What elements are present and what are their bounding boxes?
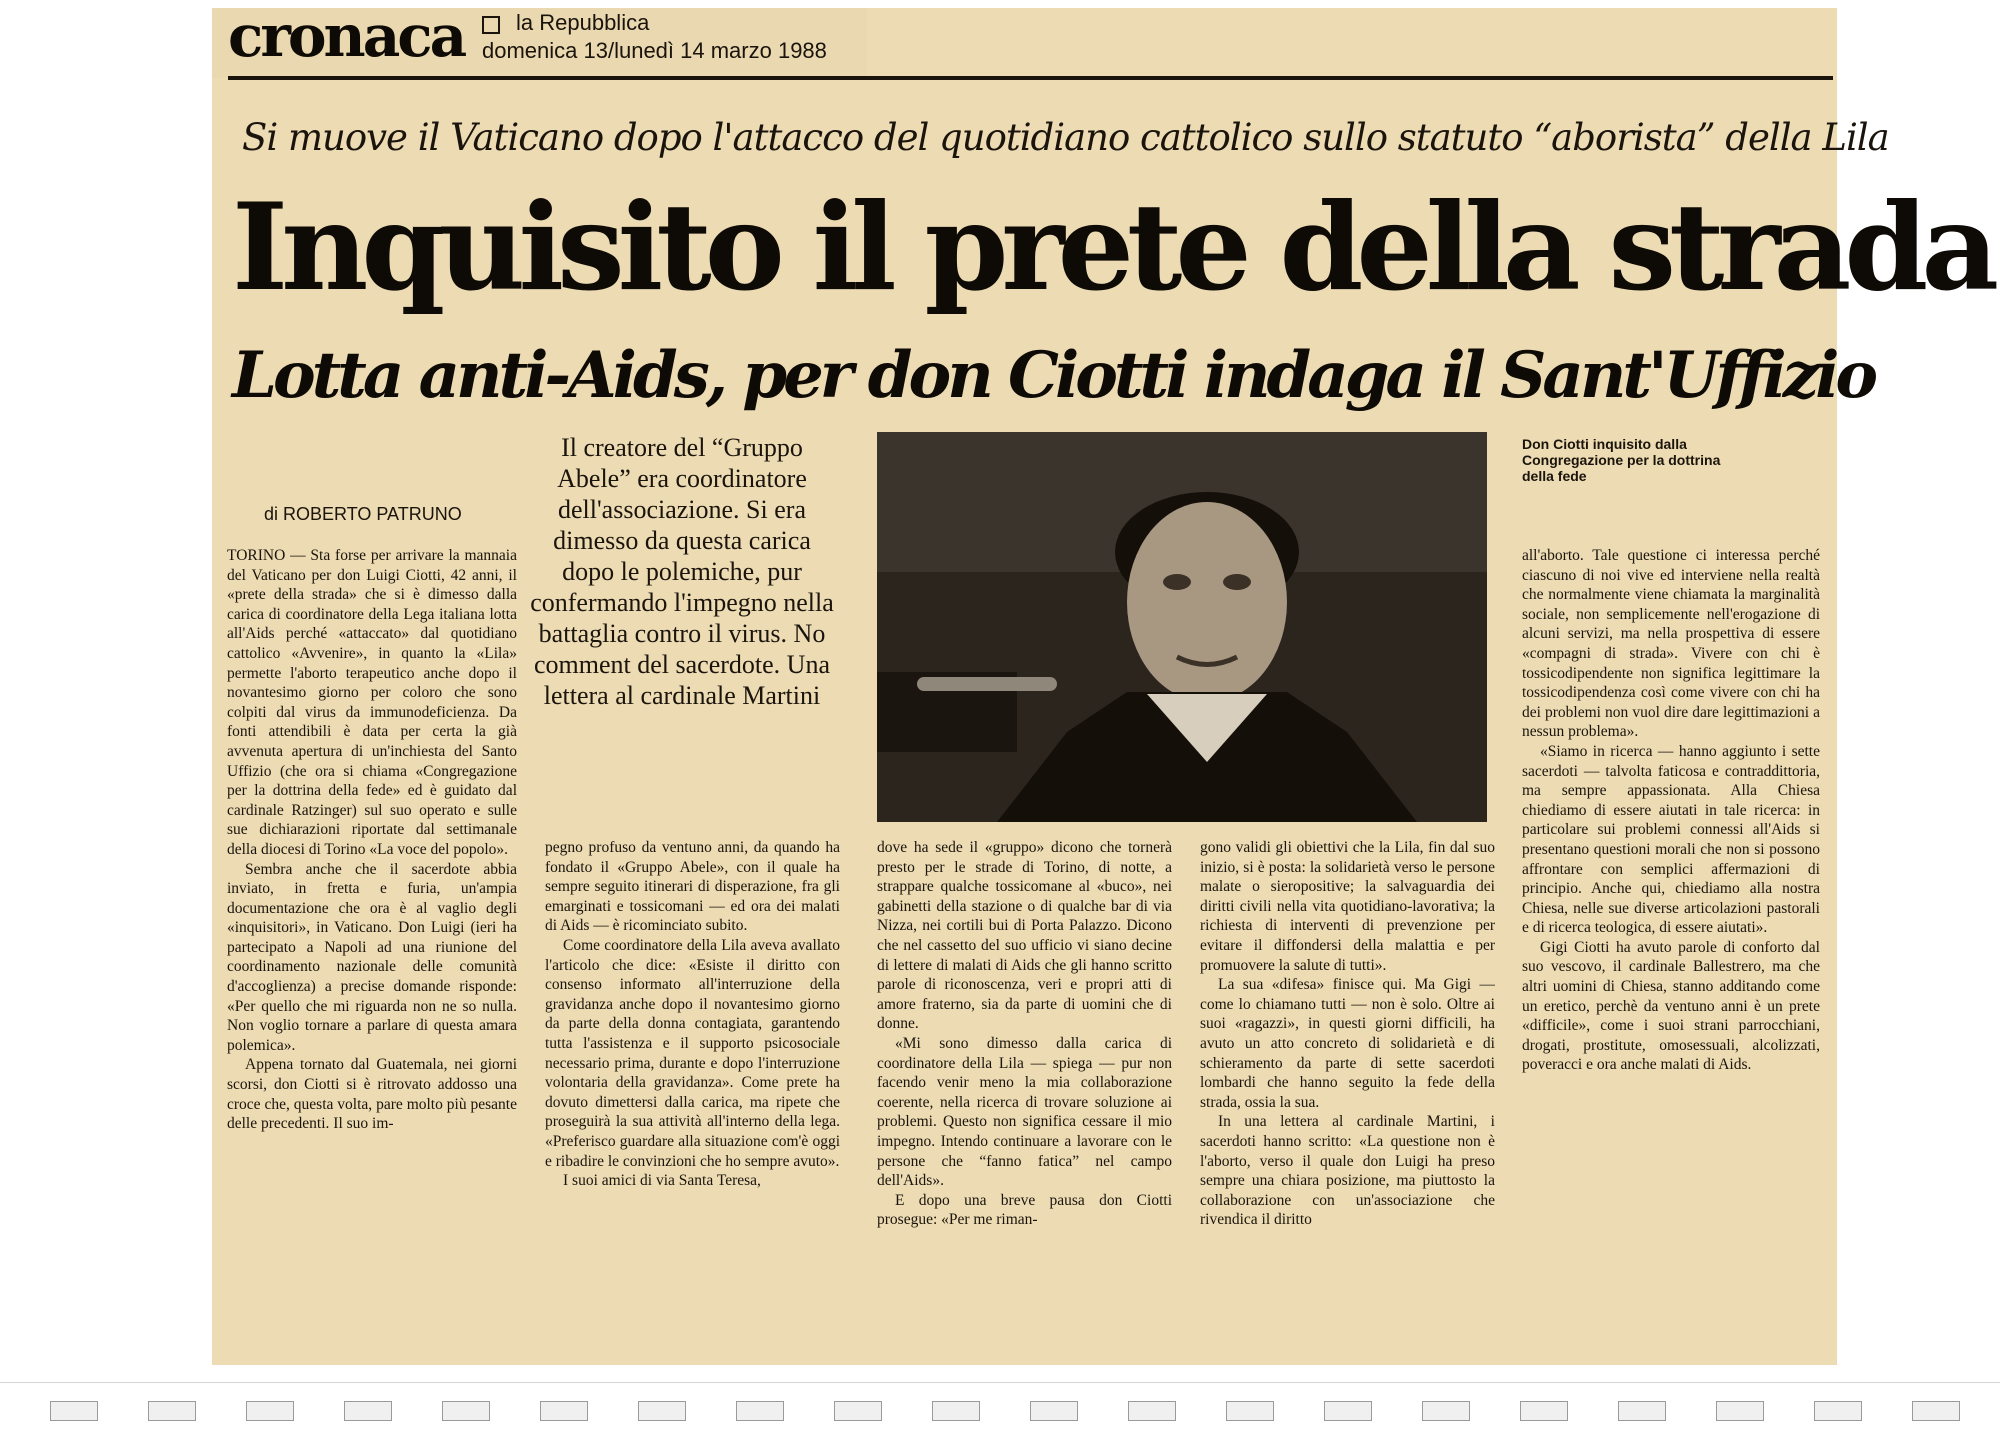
paragraph: TORINO — Sta forse per arrivare la mannaia del Vaticano per don Luigi Ciotti, 42 anni, il «prete della strada» che si è dimesso dalla carica di coordinatore della Lega italiana lotta all'Aids perché «attaccato» dal quotidiano cattolico «Avvenire», in quanto la «Lila» permette l'aborto terapeutico anche dopo il novantesimo giorno per coloro che sono colpiti dal virus da immunodeficienza. Da fonti attendibili è data per certa la già avvenuta apertura di un'inchiesta del Santo Uffizio (che ora si chiama «Congregazione per la dottrina della fede» ed è guidato dal cardinale Ratzinger) sul suo operato e sulle sue dichiarazioni riportate dal settimanale della diocesi di Torino «La voce del popolo». bbox=[227, 547, 517, 858]
article-column-4 bbox=[1200, 838, 1495, 1364]
paragraph: dove ha sede il «gruppo» dicono che tornerà presto per le strade di Torino, di notte, a strappare qualche tossicomane al «buco», nei gabinetti della stazione o di qualche bar di via Nizza, nei cortili bui di Porta Palazzo. Dicono che nel cassetto del suo ufficio vi siano decine di lettere di malati di Aids che gli hanno scritto parole di riconoscenza, veri e propri atti di amore fraterno, sia da parte di uomini che di donne. bbox=[877, 839, 1172, 1033]
newspaper-clipping bbox=[212, 2, 1993, 1365]
article-headline: Inquisito il prete della strada bbox=[232, 177, 1993, 318]
guide-tab bbox=[1520, 1401, 1568, 1421]
article-column-1 bbox=[227, 546, 517, 1364]
paragraph: Appena tornato dal Guatemala, nei giorni scorsi, don Ciotti si è ritrovato addosso una croce che, questa volta, pare molto più pesante delle precedenti. Il suo im- bbox=[227, 1056, 517, 1133]
checkbox-square-icon bbox=[482, 16, 500, 34]
article-column-2 bbox=[545, 838, 840, 1364]
guide-tab bbox=[148, 1401, 196, 1421]
guide-tab bbox=[442, 1401, 490, 1421]
scanner-guide-strip bbox=[0, 1382, 2000, 1436]
article-column-5 bbox=[1522, 546, 1820, 1364]
paragraph: I suoi amici di via Santa Teresa, bbox=[563, 1172, 761, 1190]
article-subhead: Lotta anti-Aids, per don Ciotti indaga il Sant'Uffizio bbox=[232, 338, 1875, 413]
guide-tab bbox=[1324, 1401, 1372, 1421]
guide-tab bbox=[540, 1401, 588, 1421]
guide-tab bbox=[638, 1401, 686, 1421]
paragraph: In una lettera al cardinale Martini, i sacerdoti hanno scritto: «La questione non è l'aborto, verso il quale don Luigi ha preso sempre una chiara posizione, ma piuttosto la collaborazione con un'associazione che rivendica il diritto bbox=[1200, 1113, 1495, 1229]
masthead-rule bbox=[228, 76, 1833, 80]
paragraph: all'aborto. Tale questione ci interessa perché ciascuno di noi vive ed interviene nella realtà che normalmente viene chiamata la marginalità sociale, non semplicemente nell'erogazione di alcuni servizi, ma nella prospettiva di essere «compagni di strada». Vivere con chi è tossicodipendente non significa legittimare la tossicodipendenza così come vivere con chi ha dei problemi non vuol dire dare legittimazioni a nessun problema». bbox=[1522, 547, 1820, 741]
publication-date: domenica 13/lunedì 14 marzo 1988 bbox=[482, 38, 827, 63]
guide-tab bbox=[1422, 1401, 1470, 1421]
photo-caption: Don Ciotti inquisito dalla Congregazione per la dottrina della fede bbox=[1522, 436, 1721, 484]
guide-tab bbox=[736, 1401, 784, 1421]
guide-tab bbox=[1128, 1401, 1176, 1421]
article-kicker: Si muove il Vaticano dopo l'attacco del quotidiano cattolico sullo statuto “aborista” della Lila bbox=[242, 116, 1889, 159]
article-byline: di ROBERTO PATRUNO bbox=[264, 504, 462, 524]
guide-tab bbox=[246, 1401, 294, 1421]
guide-tab bbox=[1618, 1401, 1666, 1421]
paragraph: La sua «difesa» finisce qui. Ma Gigi — come lo chiamano tutti — non è solo. Oltre ai suoi «ragazzi», in questi giorni difficili, ha avuto un atto concreto di solidarietà e di schieramento da parte di sette sacerdoti lombardi che hanno seguito la fede della strada, ossia la sua. bbox=[1200, 976, 1495, 1111]
portrait-photo-icon bbox=[877, 432, 1487, 822]
paragraph: «Mi sono dimesso dalla carica di coordinatore della Lila — spiega — pur non facendo venir meno la mia collaborazione coerente, nella ricerca di trovare soluzione ai problemi. Questo non significa cessare il mio impegno. Intendo continuare a lavorare con le persone che “fanno fatica” nel campo dell'Aids». bbox=[877, 1034, 1172, 1190]
paragraph: Come coordinatore della Lila aveva avallato l'articolo che dice: «Esiste il diritto con consenso informato all'interruzione della gravidanza anche dopo il novantesimo giorno da parte della donna contagiata, garantendo tutta l'assistenza e il supporto psicosociale necessario prima, durante e dopo l'interruzione volontaria della gravidanza». Come prete ha dovuto dimettersi dalla carica, ma ripete che proseguirà la sua attività all'interno della lega. «Preferisco guardare alla situazione com'è oggi e ribadire le convinzioni che ho sempre avuto». bbox=[545, 936, 840, 1170]
paragraph: gono validi gli obiettivi che la Lila, fin dal suo inizio, si è posta: la solidarietà verso le persone malate o sieropositive; la salvaguardia dei diritti civili nella vita quotidiano-lavorativa; la richiesta di interventi di prevenzione per evitare il diffondersi della malattia e per promuovere la salute di tutti». bbox=[1200, 839, 1495, 974]
guide-tab bbox=[834, 1401, 882, 1421]
photo-don-ciotti bbox=[877, 432, 1487, 822]
guide-tab bbox=[1030, 1401, 1078, 1421]
article-pullquote: Il creatore del “Gruppo Abele” era coordinatore dell'associazione. Si era dimesso da questa carica dopo le polemiche, pur confermando l'impegno nella battaglia contro il virus. No comment del sacerdote. Una lettera al cardinale Martini bbox=[530, 433, 834, 710]
guide-tab bbox=[1814, 1401, 1862, 1421]
paragraph: Gigi Ciotti ha avuto parole di conforto dal suo vescovo, il cardinale Ballestrero, ma che altri uomini di Chiesa, stanno additando come un eretico, perchè da ventuno anni è un prete «difficile», come i suoi strani parrocchiani, drogati, prostitute, omosessuali, alcolizzati, poveracci e ora anche malati di Aids. bbox=[1522, 938, 1820, 1074]
guide-tab bbox=[50, 1401, 98, 1421]
guide-tab bbox=[1912, 1401, 1960, 1421]
guide-tab bbox=[344, 1401, 392, 1421]
guide-tab bbox=[932, 1401, 980, 1421]
paragraph: Sembra anche che il sacerdote abbia inviato, in fretta e furia, un'ampia documentazione che ora è al vaglio degli «inquisitori», in Vaticano. Don Luigi (ieri ha partecipato a Napoli ad una riunione del coordinamento nazionale delle comunità d'accoglienza) a precise domande risponde: «Per quello che mi riguarda non ne so nulla. Non voglio tornare a parlare di questa amara polemica». bbox=[227, 860, 517, 1054]
masthead bbox=[212, 2, 867, 78]
paragraph: E dopo una breve pausa don Ciotti prosegue: «Per me riman- bbox=[877, 1191, 1172, 1229]
paragraph: «Siamo in ricerca — hanno aggiunto i sette sacerdoti — talvolta faticosa e contraddittoria, ma sempre appassionata. Alla Chiesa chiediamo di essere aiutati in tale ricerca: in particolare sui problemi connessi all'Aids si presentano questioni morali che non si possono affrontare con semplici affermazioni di principio. Anche qui, chiediamo alla nostra Chiesa, nelle sue diverse articolazioni pastorali e di ricerca teologica, di essere aiutati». bbox=[1522, 742, 1820, 937]
guide-tab bbox=[1226, 1401, 1274, 1421]
guide-tab bbox=[1716, 1401, 1764, 1421]
section-name: cronaca bbox=[228, 2, 465, 70]
article-column-3 bbox=[877, 838, 1172, 1364]
publication-name: la Repubblica bbox=[516, 10, 650, 35]
paragraph: pegno profuso da ventuno anni, da quando ha fondato il «Gruppo Abele», con il quale ha sempre seguito itinerari di disperazione, fra gli emarginati e tossicomani — ed ora dei malati di Aids — è ricominciato subito. bbox=[545, 839, 840, 935]
